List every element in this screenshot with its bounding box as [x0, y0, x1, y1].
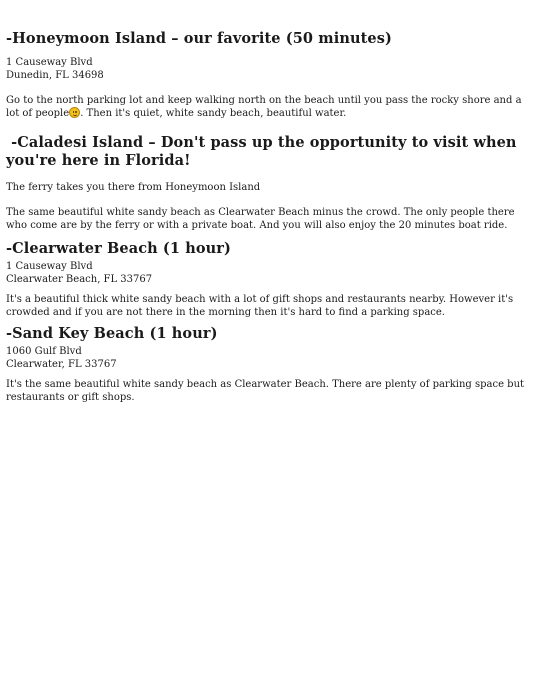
address-street: 1 Causeway Blvd: [6, 261, 93, 272]
heading-caladesi-island: -Caladesi Island – Don't pass up the opportunity to visit when you're here in Florida!: [6, 134, 522, 169]
paragraph-caladesi-ferry: The ferry takes you there from Honeymoon Island: [6, 182, 261, 193]
paragraph-sand-key-description: It's the same beautiful white sandy beach as Clearwater Beach. There are plenty of parking space but restaurants or gift shops.: [6, 379, 525, 403]
paragraph-honeymoon-part2: . Then it's quiet, white sandy beach, beautiful water.: [80, 108, 347, 119]
paragraph-clearwater-description: It's a beautiful thick white sandy beach with a lot of gift shops and restaurants nearby. However it's crowded and if you are not there in the morning then it's hard to find a parking space.: [6, 294, 514, 318]
paragraph-honeymoon-part1: Go to the north parking lot and keep walking north on the beach until you pass the rocky shore and a lot of people: [6, 95, 522, 119]
heading-honeymoon-island: -Honeymoon Island – our favorite (50 minutes): [6, 30, 392, 47]
section-clearwater-beach: [6, 240, 530, 319]
paragraph-caladesi-description: The same beautiful white sandy beach as Clearwater Beach minus the crowd. The only people there who come are by the ferry or with a private boat. And you will also enjoy the 20 minutes boat ride.: [6, 207, 515, 231]
smiley-face-icon: [69, 107, 80, 118]
address-street: 1060 Gulf Blvd: [6, 346, 82, 357]
document-page: [6, 30, 530, 404]
address-city: Clearwater, FL 33767: [6, 358, 117, 370]
address-city: Clearwater Beach, FL 33767: [6, 273, 153, 285]
heading-clearwater-beach: -Clearwater Beach (1 hour): [6, 240, 231, 257]
address-street: 1 Causeway Blvd: [6, 57, 93, 68]
section-caladesi-island: [6, 134, 530, 232]
section-sand-key-beach: [6, 325, 530, 404]
paragraph-honeymoon-directions: [6, 94, 530, 120]
section-honeymoon-island: [6, 30, 530, 120]
address-city: Dunedin, FL 34698: [6, 69, 104, 81]
heading-sand-key-beach: -Sand Key Beach (1 hour): [6, 325, 218, 342]
